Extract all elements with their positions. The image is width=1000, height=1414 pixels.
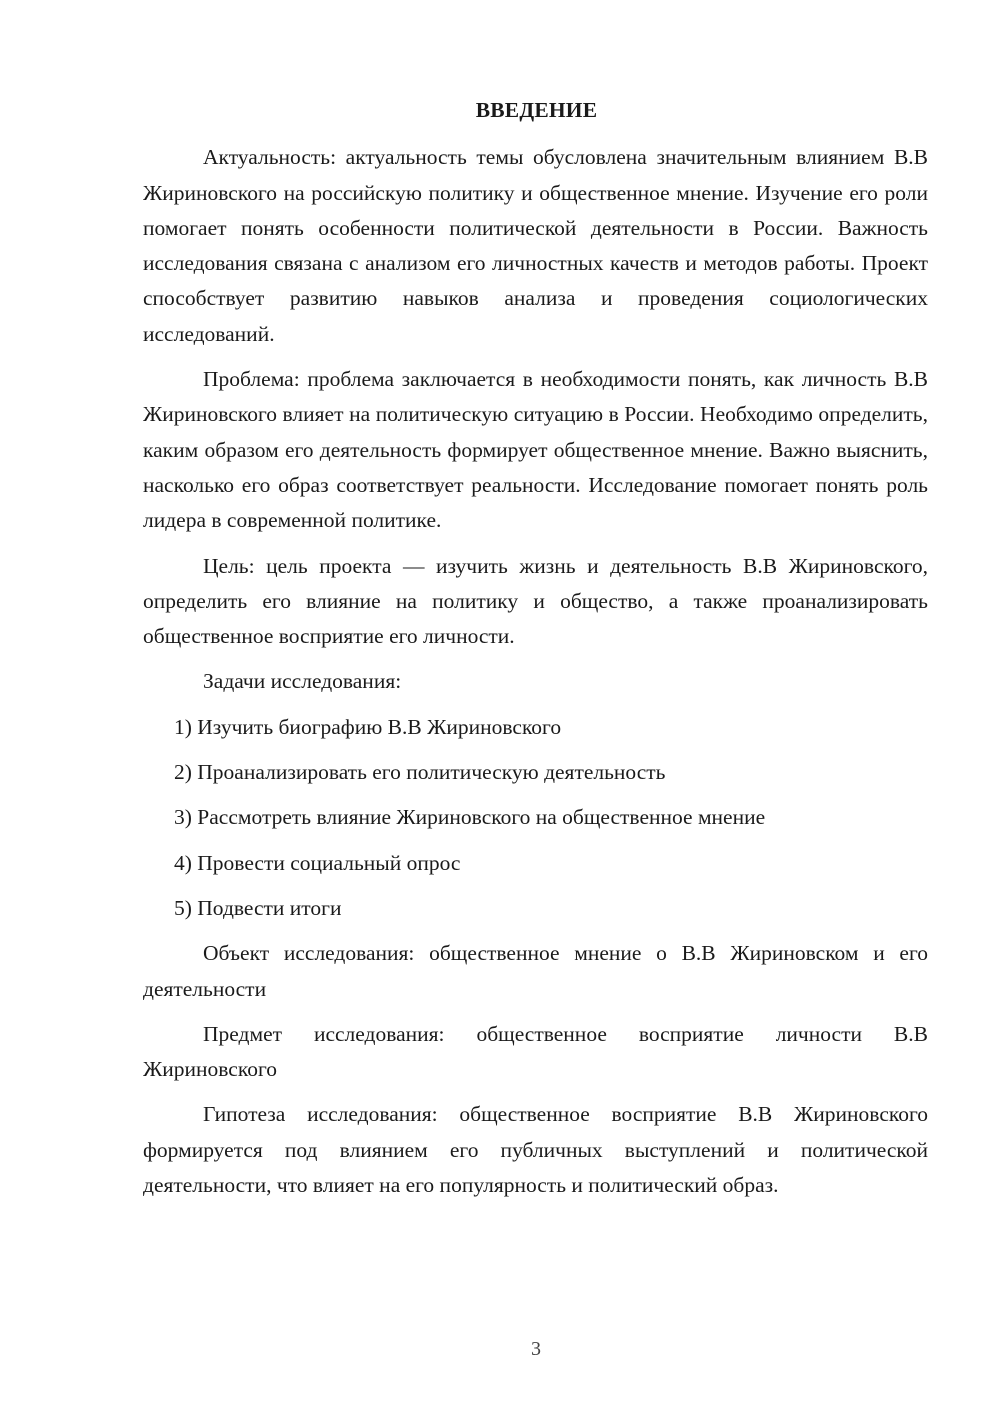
tasks-heading: Задачи исследования: xyxy=(203,669,402,694)
task-item: 5) Подвести итоги xyxy=(174,895,342,920)
paragraph-relevance: Актуальность: актуальность темы обусловлена значительным влиянием В.В Жириновского на российскую политику и общественное мнение. Изучение его роли помогает понять особенности политической деятельности в России. Важность исследования связана с анализом его личностных качеств и методов работы. Проект способствует развитию навыков анализа и проведения социологических исследований. xyxy=(143,145,928,346)
task-item: 4) Провести социальный опрос xyxy=(174,850,461,875)
paragraph-hypothesis: Гипотеза исследования: общественное восприятие В.В Жириновского формируется под влиянием его публичных выступлений и политической деятельности, что влияет на его популярность и политический образ. xyxy=(143,1102,928,1198)
task-item: 1) Изучить биографию В.В Жириновского xyxy=(174,714,562,739)
page-content xyxy=(143,93,928,1213)
task-list xyxy=(143,710,928,926)
paragraph-subject: Предмет исследования: общественное восприятие личности В.В Жириновского xyxy=(143,1021,928,1082)
task-item: 2) Проанализировать его политическую деятельность xyxy=(174,760,666,785)
paragraph-problem: Проблема: проблема заключается в необходимости понять, как личность В.В Жириновского влияет на политическую ситуацию в России. Необходимо определить, каким образом его деятельность формирует общественное мнение. Важно выяснить, насколько его образ соответствует реальности. Исследование помогает понять роль лидера в современной политике. xyxy=(143,367,928,533)
paragraph-goal: Цель: цель проекта — изучить жизнь и деятельность В.В Жириновского, определить его влияние на политику и общество, а также проанализировать общественное восприятие его личности. xyxy=(143,553,928,649)
task-item: 3) Рассмотреть влияние Жириновского на общественное мнение xyxy=(174,805,766,830)
paragraph-object: Объект исследования: общественное мнение о В.В Жириновском и его деятельности xyxy=(143,941,928,1001)
section-title: ВВЕДЕНИЕ xyxy=(475,98,598,122)
page-number: 3 xyxy=(531,1338,541,1360)
